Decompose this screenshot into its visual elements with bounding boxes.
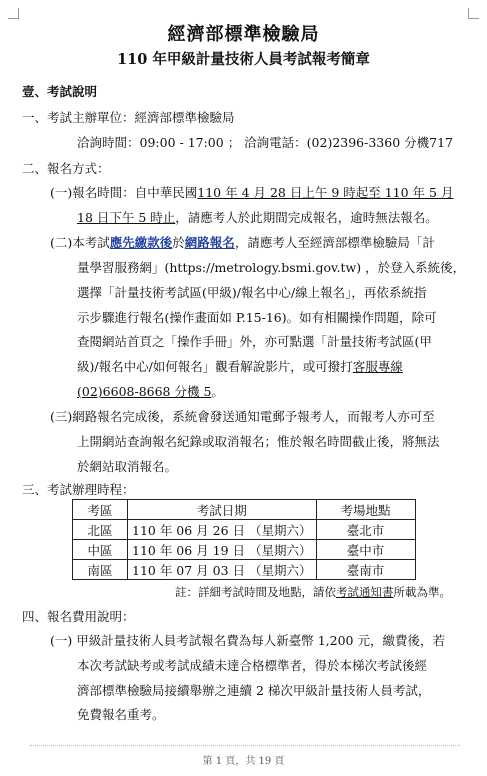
online-registration-line7: [77, 384, 224, 400]
registration-period-label: (一)報名時間：自中華民國: [50, 185, 198, 200]
fee-heading: 四、報名費用說明：: [22, 609, 135, 624]
footer-divider: [30, 745, 460, 746]
online-registration-line3: 選擇「計量技術考試區(甲級)/報名中心/線上報名」，再依系統指: [77, 285, 427, 300]
online-reg-mid: 於: [172, 235, 185, 250]
organizer-line: 一、考試主辦單位：經濟部標準檢驗局: [22, 110, 235, 125]
table-cell: 臺北市: [316, 520, 415, 540]
schedule-heading: 三、考試辦理時程：: [22, 482, 135, 497]
registration-period-line1: [50, 185, 453, 201]
table-cell: 110 年 06 月 19 日 （星期六）: [128, 540, 317, 560]
table-cell: 南區: [73, 560, 128, 580]
table-header-cell: 考區: [73, 500, 128, 520]
document-subtitle: 110 年甲級計量技術人員考試報考簡章: [117, 51, 370, 68]
video-guide-text: 級)/報名中心/如何報名」觀看解說影片，或可撥打: [77, 359, 353, 374]
page-footer: 第 1 頁，共 19 頁: [202, 756, 285, 767]
table-cell: 北區: [73, 520, 128, 540]
crop-mark: [468, 8, 479, 19]
table-cell: 臺南市: [316, 560, 415, 580]
section-heading: 壹、考試說明: [22, 84, 98, 99]
service-hotline-number: (02)6608-8668 分機 5: [77, 384, 212, 399]
fee-line1: (一) 甲級計量技術人員考試報名費為每人新臺幣 1,200 元，繳費後，若: [50, 633, 445, 648]
table-row: [73, 560, 416, 580]
exam-notice-ref: 考試通知書: [336, 585, 394, 599]
registration-period-line2: [77, 210, 438, 226]
post-registration-line2: 上開網站查詢報名紀錄或取消報名；惟於報名時間截止後，將無法: [77, 434, 440, 449]
table-header-cell: 考場地點: [316, 500, 415, 520]
online-reg-rest: ，請應考人至經濟部標準檢驗局「計: [234, 235, 435, 250]
fee-line3: 濟部標準檢驗局接續舉辦之連續 2 梯次甲級計量技術人員考試，: [77, 683, 431, 698]
note-prefix: 註：詳細考試時間及地點，請依: [175, 585, 336, 599]
table-header-cell: 考試日期: [128, 500, 317, 520]
table-row: [73, 520, 416, 540]
period-mark: 。: [211, 384, 224, 399]
online-registration-link[interactable]: 網路報名: [184, 235, 235, 250]
online-registration-line6: [77, 359, 403, 375]
exam-schedule-table: [72, 499, 416, 580]
fee-line2: 本次考試缺考或考試成績未達合格標準者，得於本梯次考試後經: [77, 658, 428, 673]
table-row: [73, 540, 416, 560]
registration-heading: 二、報名方式：: [22, 161, 110, 176]
online-registration-line4: 示步驟進行報名(操作畫面如 P.15-16)。如有相關操作問題，除可: [77, 310, 437, 325]
crop-mark: [8, 8, 19, 19]
post-registration-line1: (三)網路報名完成後，系統會發送通知電郵予報考人，而報考人亦可至: [50, 409, 435, 424]
pay-first-link[interactable]: 應先繳款後: [109, 235, 173, 250]
online-registration-line1: [50, 235, 435, 251]
online-registration-line2: 量學習服務網」(https://metrology.bsmi.gov.tw) ，於登入系統後，: [77, 260, 466, 275]
schedule-note: [175, 584, 451, 600]
post-registration-line3: 於網站取消報名。: [77, 459, 178, 474]
table-cell: 110 年 06 月 26 日 （星期六）: [128, 520, 317, 540]
online-reg-prefix: (二)本考試: [50, 235, 110, 250]
document-title: 經濟部標準檢驗局: [167, 24, 320, 45]
table-cell: 110 年 07 月 03 日 （星期六）: [128, 560, 317, 580]
fee-line4: 免費報名重考。: [77, 707, 165, 722]
table-header-row: [73, 500, 416, 520]
table-cell: 中區: [73, 540, 128, 560]
note-suffix: 所載為準。: [393, 585, 451, 599]
online-registration-line5: 查閱網站首頁之「操作手冊」外，亦可點選「計量技術考試區(甲: [77, 334, 432, 349]
contact-line: 洽詢時間：09:00 - 17:00 ； 洽詢電話：(02)2396-3360 分機717: [77, 135, 454, 150]
registration-note: ，請應考人於此期間完成報名，逾時無法報名。: [175, 210, 438, 225]
service-hotline-label: 客服專線: [352, 359, 403, 374]
registration-period-dates: 110 年 4 月 28 日上午 9 時起至 110 年 5 月: [197, 185, 454, 200]
registration-deadline: 18 日下午 5 時止: [77, 210, 176, 225]
table-cell: 臺中市: [316, 540, 415, 560]
